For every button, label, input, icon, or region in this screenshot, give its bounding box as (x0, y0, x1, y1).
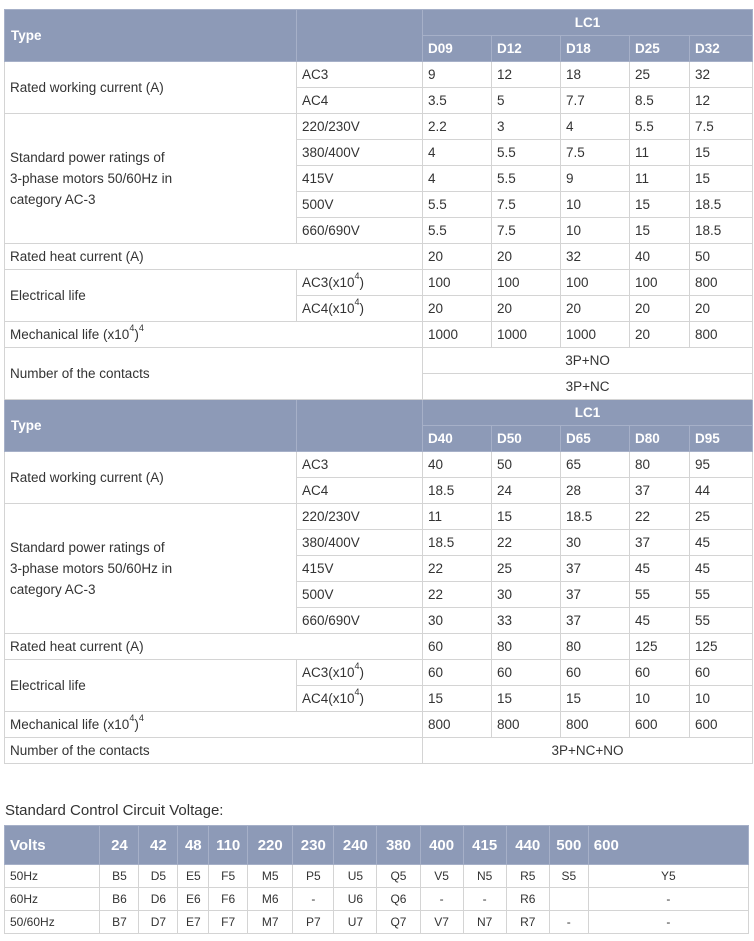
model-header: D32 (690, 36, 753, 62)
code-cell: F6 (209, 888, 248, 911)
value-cell: 5.5 (423, 192, 492, 218)
value-cell: 20 (630, 296, 690, 322)
value-cell: 40 (423, 452, 492, 478)
value-cell: 18.5 (423, 478, 492, 504)
value-cell: 20 (630, 322, 690, 348)
code-cell: D7 (139, 911, 178, 934)
model-header: D12 (492, 36, 561, 62)
value-cell: 11 (630, 140, 690, 166)
value-cell: 20 (492, 244, 561, 270)
code-cell: P7 (293, 911, 334, 934)
model-header: D95 (690, 426, 753, 452)
voltage-cell: 220/230V (297, 114, 423, 140)
label-close: ) (134, 716, 139, 732)
value-cell: 60 (561, 660, 630, 686)
value-cell: 15 (630, 192, 690, 218)
value-cell: 600 (630, 712, 690, 738)
code-cell: U6 (334, 888, 377, 911)
series-header: LC1 (423, 400, 753, 426)
value-cell: 32 (690, 62, 753, 88)
volt-header: 400 (420, 826, 463, 865)
voltage-cell: 220/230V (297, 504, 423, 530)
value-cell: 125 (690, 634, 753, 660)
value-cell: 15 (492, 504, 561, 530)
category-cell: AC4 (297, 478, 423, 504)
row-label: Rated heat current (A) (5, 634, 423, 660)
category-close: ) (359, 300, 365, 316)
code-cell: R7 (506, 911, 549, 934)
value-cell: 40 (630, 244, 690, 270)
value-cell: 8.5 (630, 88, 690, 114)
value-cell: 28 (561, 478, 630, 504)
value-cell: 60 (630, 660, 690, 686)
value-cell: 18.5 (423, 530, 492, 556)
row-label: Rated heat current (A) (5, 244, 423, 270)
category-cell (297, 686, 423, 712)
row-label: Number of the contacts (5, 738, 423, 764)
value-cell: 18.5 (690, 192, 753, 218)
volt-header: 440 (506, 826, 549, 865)
value-cell: 600 (690, 712, 753, 738)
frequency-cell: 60Hz (5, 888, 100, 911)
label-line: category AC-3 (10, 582, 96, 597)
value-cell: 1000 (561, 322, 630, 348)
value-cell: 37 (561, 608, 630, 634)
value-cell: 11 (423, 504, 492, 530)
volt-header: 600 (588, 826, 748, 865)
value-cell: 20 (492, 296, 561, 322)
value-cell: 25 (630, 62, 690, 88)
value-cell: 1000 (423, 322, 492, 348)
label-text: Mechanical life (x10 (10, 716, 130, 732)
model-header: D25 (630, 36, 690, 62)
row-label (5, 504, 297, 634)
value-cell: 30 (561, 530, 630, 556)
row-label (5, 712, 423, 738)
code-cell: Q7 (377, 911, 420, 934)
value-cell: 3P+NC (423, 374, 753, 400)
code-cell: U5 (334, 865, 377, 888)
value-cell: 3.5 (423, 88, 492, 114)
value-cell: 7.5 (690, 114, 753, 140)
code-cell: M6 (248, 888, 293, 911)
row-label: Electrical life (5, 660, 297, 712)
code-cell: F7 (209, 911, 248, 934)
code-cell (549, 888, 588, 911)
code-cell: M5 (248, 865, 293, 888)
category-close: ) (359, 274, 365, 290)
code-cell: - (463, 888, 506, 911)
value-cell: 800 (492, 712, 561, 738)
value-cell: 80 (561, 634, 630, 660)
code-cell: Q5 (377, 865, 420, 888)
code-cell: V7 (420, 911, 463, 934)
volt-header: 220 (248, 826, 293, 865)
voltage-cell: 415V (297, 166, 423, 192)
value-cell: 1000 (492, 322, 561, 348)
section-title: Standard Control Circuit Voltage: (5, 802, 224, 819)
value-cell: 80 (630, 452, 690, 478)
category-cell: AC3 (297, 452, 423, 478)
code-cell: Y5 (588, 865, 748, 888)
value-cell: 3P+NC+NO (423, 738, 753, 764)
value-cell: 37 (630, 530, 690, 556)
value-cell: 10 (630, 686, 690, 712)
table-row (5, 270, 753, 296)
row-label (5, 114, 297, 244)
value-cell: 15 (423, 686, 492, 712)
value-cell: 55 (630, 582, 690, 608)
value-cell: 4 (423, 140, 492, 166)
value-cell: 15 (561, 686, 630, 712)
row-label (5, 322, 423, 348)
value-cell: 20 (561, 296, 630, 322)
label-line: category AC-3 (10, 192, 96, 207)
volt-header: 42 (139, 826, 178, 865)
value-cell: 80 (492, 634, 561, 660)
value-cell: 20 (690, 296, 753, 322)
value-cell: 800 (690, 322, 753, 348)
value-cell: 100 (630, 270, 690, 296)
control-voltage-table (4, 825, 749, 934)
code-cell: M7 (248, 911, 293, 934)
row-label: Electrical life (5, 270, 297, 322)
code-cell: Q6 (377, 888, 420, 911)
table-row (5, 660, 753, 686)
value-cell: 5.5 (630, 114, 690, 140)
category-cell: AC4 (297, 88, 423, 114)
code-cell: - (588, 911, 748, 934)
value-cell: 7.5 (492, 192, 561, 218)
value-cell: 12 (690, 88, 753, 114)
value-cell: 60 (690, 660, 753, 686)
table-row (5, 865, 749, 888)
value-cell: 5.5 (423, 218, 492, 244)
code-cell: R5 (506, 865, 549, 888)
table-row (5, 244, 753, 270)
volt-header: 24 (100, 826, 139, 865)
value-cell: 20 (423, 296, 492, 322)
value-cell: 12 (492, 62, 561, 88)
code-cell: N5 (463, 865, 506, 888)
table-row (5, 738, 753, 764)
table-row (5, 911, 749, 934)
value-cell: 3 (492, 114, 561, 140)
row-label: Rated working current (A) (5, 62, 297, 114)
table-row (5, 452, 753, 478)
model-header: D50 (492, 426, 561, 452)
series-header: LC1 (423, 10, 753, 36)
value-cell: 11 (630, 166, 690, 192)
value-cell: 37 (561, 582, 630, 608)
value-cell: 33 (492, 608, 561, 634)
code-cell: E6 (178, 888, 209, 911)
header-row (5, 10, 753, 36)
voltage-cell: 660/690V (297, 218, 423, 244)
table-row (5, 348, 753, 374)
header-spacer (297, 400, 423, 452)
label-line: Standard power ratings of (10, 540, 165, 555)
value-cell: 30 (492, 582, 561, 608)
label-text: Mechanical life (x10 (10, 326, 130, 342)
value-cell: 30 (423, 608, 492, 634)
exponent: 4 (129, 713, 135, 723)
value-cell: 18 (561, 62, 630, 88)
value-cell: 50 (690, 244, 753, 270)
category-text: AC3(x10 (302, 274, 355, 290)
value-cell: 55 (690, 582, 753, 608)
value-cell: 800 (690, 270, 753, 296)
value-cell: 24 (492, 478, 561, 504)
header-row (5, 400, 753, 426)
exponent: 4 (138, 323, 144, 333)
code-cell: R6 (506, 888, 549, 911)
code-cell: E7 (178, 911, 209, 934)
value-cell: 15 (492, 686, 561, 712)
volts-header: Volts (5, 826, 100, 865)
volt-header: 415 (463, 826, 506, 865)
value-cell: 25 (690, 504, 753, 530)
value-cell: 55 (690, 608, 753, 634)
category-cell (297, 270, 423, 296)
exponent: 4 (354, 271, 360, 281)
label-line: Standard power ratings of (10, 150, 165, 165)
model-header: D65 (561, 426, 630, 452)
code-cell: D5 (139, 865, 178, 888)
value-cell: 18.5 (561, 504, 630, 530)
exponent: 4 (129, 323, 135, 333)
value-cell: 9 (561, 166, 630, 192)
code-cell: P5 (293, 865, 334, 888)
model-header: D40 (423, 426, 492, 452)
value-cell: 10 (690, 686, 753, 712)
value-cell: 37 (630, 478, 690, 504)
value-cell: 125 (630, 634, 690, 660)
category-close: ) (359, 664, 365, 680)
value-cell: 9 (423, 62, 492, 88)
value-cell: 22 (423, 582, 492, 608)
value-cell: 45 (630, 608, 690, 634)
category-text: AC3(x10 (302, 664, 355, 680)
voltage-cell: 500V (297, 192, 423, 218)
model-header: D09 (423, 36, 492, 62)
code-cell: - (549, 911, 588, 934)
volt-header: 230 (293, 826, 334, 865)
category-text: AC4(x10 (302, 300, 355, 316)
row-label: Rated working current (A) (5, 452, 297, 504)
table-row (5, 114, 753, 140)
volt-header: 500 (549, 826, 588, 865)
header-spacer (297, 10, 423, 62)
category-cell: AC3 (297, 62, 423, 88)
category-close: ) (359, 690, 365, 706)
volt-header: 240 (334, 826, 377, 865)
code-cell: - (293, 888, 334, 911)
value-cell: 60 (492, 660, 561, 686)
header-row (5, 826, 749, 865)
value-cell: 4 (423, 166, 492, 192)
row-label: Number of the contacts (5, 348, 423, 400)
table-row (5, 504, 753, 530)
code-cell: B5 (100, 865, 139, 888)
frequency-cell: 50Hz (5, 865, 100, 888)
voltage-cell: 500V (297, 582, 423, 608)
value-cell: 4 (561, 114, 630, 140)
value-cell: 100 (423, 270, 492, 296)
category-text: AC4(x10 (302, 690, 355, 706)
value-cell: 2.2 (423, 114, 492, 140)
value-cell: 18.5 (690, 218, 753, 244)
value-cell: 37 (561, 556, 630, 582)
value-cell: 22 (492, 530, 561, 556)
value-cell: 60 (423, 660, 492, 686)
code-cell: B7 (100, 911, 139, 934)
voltage-cell: 380/400V (297, 140, 423, 166)
value-cell: 22 (423, 556, 492, 582)
value-cell: 25 (492, 556, 561, 582)
table-row (5, 62, 753, 88)
type-header: Type (5, 400, 297, 452)
volt-header: 380 (377, 826, 420, 865)
value-cell: 50 (492, 452, 561, 478)
value-cell: 7.5 (492, 218, 561, 244)
code-cell: - (588, 888, 748, 911)
contactor-spec-table (4, 9, 753, 764)
category-cell (297, 660, 423, 686)
table-row (5, 712, 753, 738)
code-cell: V5 (420, 865, 463, 888)
value-cell: 100 (561, 270, 630, 296)
value-cell: 65 (561, 452, 630, 478)
code-cell: U7 (334, 911, 377, 934)
exponent: 4 (354, 297, 360, 307)
volt-header: 110 (209, 826, 248, 865)
code-cell: N7 (463, 911, 506, 934)
value-cell: 10 (561, 192, 630, 218)
value-cell: 22 (630, 504, 690, 530)
volt-header: 48 (178, 826, 209, 865)
value-cell: 15 (690, 166, 753, 192)
model-header: D18 (561, 36, 630, 62)
model-header: D80 (630, 426, 690, 452)
category-cell (297, 296, 423, 322)
code-cell: E5 (178, 865, 209, 888)
value-cell: 7.5 (561, 140, 630, 166)
value-cell: 45 (690, 530, 753, 556)
table-row (5, 322, 753, 348)
value-cell: 5.5 (492, 140, 561, 166)
value-cell: 20 (423, 244, 492, 270)
value-cell: 5.5 (492, 166, 561, 192)
exponent: 4 (138, 713, 144, 723)
voltage-cell: 660/690V (297, 608, 423, 634)
label-line: 3-phase motors 50/60Hz in (10, 561, 173, 576)
value-cell: 15 (690, 140, 753, 166)
value-cell: 10 (561, 218, 630, 244)
value-cell: 800 (423, 712, 492, 738)
value-cell: 44 (690, 478, 753, 504)
value-cell: 15 (630, 218, 690, 244)
code-cell: D6 (139, 888, 178, 911)
value-cell: 95 (690, 452, 753, 478)
value-cell: 100 (492, 270, 561, 296)
type-header: Type (5, 10, 297, 62)
value-cell: 3P+NO (423, 348, 753, 374)
code-cell: S5 (549, 865, 588, 888)
voltage-cell: 415V (297, 556, 423, 582)
value-cell: 45 (630, 556, 690, 582)
voltage-cell: 380/400V (297, 530, 423, 556)
value-cell: 45 (690, 556, 753, 582)
code-cell: F5 (209, 865, 248, 888)
value-cell: 800 (561, 712, 630, 738)
label-close: ) (134, 326, 139, 342)
code-cell: B6 (100, 888, 139, 911)
exponent: 4 (354, 687, 360, 697)
value-cell: 60 (423, 634, 492, 660)
value-cell: 32 (561, 244, 630, 270)
frequency-cell: 50/60Hz (5, 911, 100, 934)
exponent: 4 (354, 661, 360, 671)
table-row (5, 634, 753, 660)
value-cell: 7.7 (561, 88, 630, 114)
table-row (5, 888, 749, 911)
label-line: 3-phase motors 50/60Hz in (10, 171, 173, 186)
value-cell: 5 (492, 88, 561, 114)
code-cell: - (420, 888, 463, 911)
